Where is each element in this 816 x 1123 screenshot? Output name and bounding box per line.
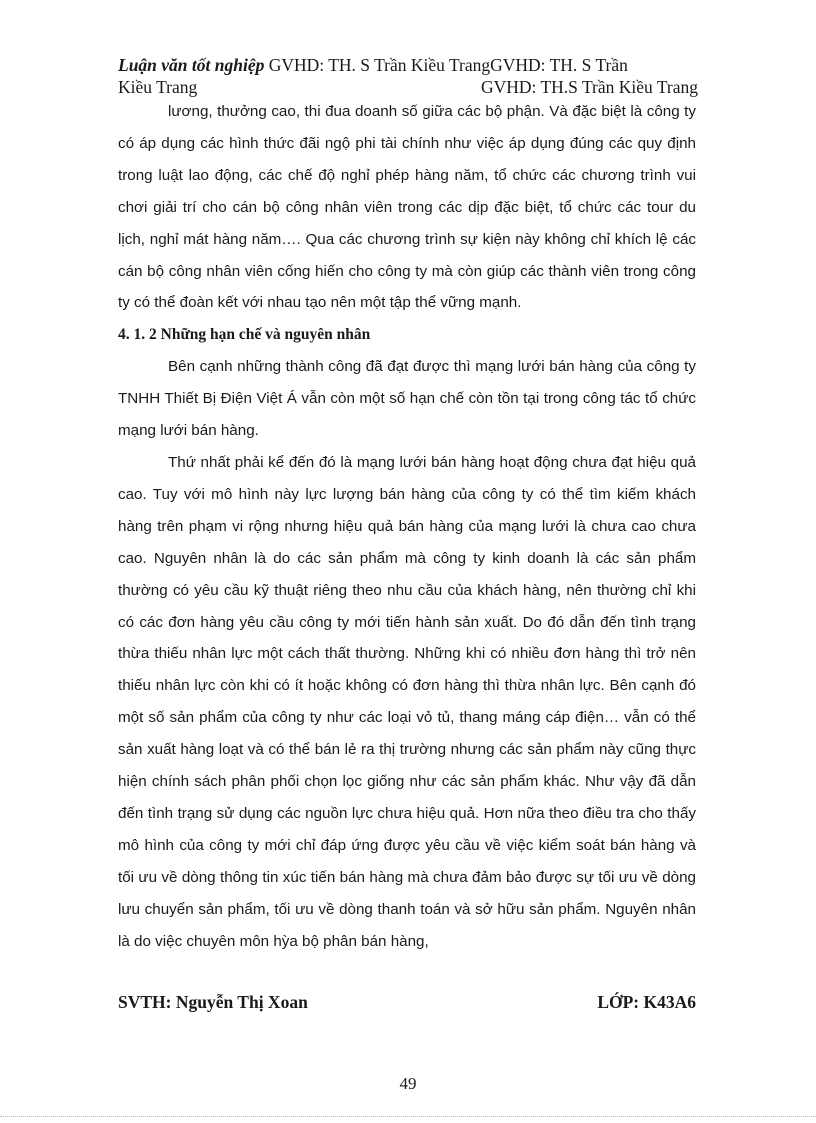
header-line-1 xyxy=(118,54,698,76)
header-line-2 xyxy=(118,76,698,98)
page-header xyxy=(118,54,698,98)
advisor-name-continued: Kiều Trang xyxy=(118,77,198,97)
paragraph: Bên cạnh những thành công đã đạt được thì mạng lưới bán hàng của công ty TNHH Thiết Bị Điện Việt Á vẫn còn một số hạn chế còn tồn tại trong công tác tổ chức mạng lưới bán hàng. xyxy=(118,358,696,440)
page-number: 49 xyxy=(399,1074,417,1093)
document-body xyxy=(118,96,696,957)
section-heading: 4. 1. 2 Những hạn chế và nguyên nhân xyxy=(118,326,371,344)
student-name: SVTH: Nguyễn Thị Xoan xyxy=(118,992,308,1012)
thesis-title: Luận văn tốt nghiệp xyxy=(118,55,265,75)
advisor-text: GVHD: TH. S Trần Kiều TrangGVHD: TH. S Trần xyxy=(264,55,628,75)
class-code: LỚP: K43A6 xyxy=(597,992,696,1012)
advisor-repeat: GVHD: TH.S Trần Kiều Trang xyxy=(480,77,698,97)
paragraph: Thứ nhất phải kể đến đó là mạng lưới bán hàng hoạt động chưa đạt hiệu quả cao. Tuy với mô hình này lực lượng bán hàng của công ty có thể tìm kiếm khách hàng trên phạm vi rộng nhưng hiệu quả bán hàng của mạng lưới là chưa cao chưa cao. Nguyên nhân là do các sản phẩm mà công ty kinh doanh là các sản phẩm thường có yêu cầu kỹ thuật riêng theo nhu cầu của khách hàng, nên thường chỉ khi có các đơn hàng yêu cầu công ty mới tiến hành sản xuất. Do đó dẫn đến tình trạng thừa thiếu nhân lực một cách thất thường. Những khi có nhiều đơn hàng thì trở nên thiếu nhân lực còn khi có ít hoặc không có đơn hàng thì thừa nhân lực. Bên cạnh đó một số sản phẩm của công ty như các loại vỏ tủ, thang máng cáp điện… vẫn có thể sản xuất hàng loạt và có thể bán lẻ ra thị trường nhưng các sản phẩm này cũng thực hiện chính sách phân phối chọn lọc giống như các sản phẩm khác. Như vậy đã dẫn đến tình trạng sử dụng các nguồn lực chưa hiệu quả. Hơn nữa theo điều tra cho thấy mô hình của công ty mới chỉ đáp ứng được yêu cầu về việc kiểm soát bán hàng và tối ưu về dòng thông tin xúc tiến bán hàng mà chưa đảm bảo được sự tối ưu về dòng lưu chuyển sản phẩm, tối ưu về dòng thanh toán và sở hữu sản phẩm. Nguyên nhân là do việc chuyên môn hỳa bộ phân bán hàng, xyxy=(118,453,696,950)
bottom-divider xyxy=(0,1116,816,1117)
paragraph: lương, thưởng cao, thi đua doanh số giữa các bộ phận. Và đặc biệt là công ty có áp dụng các hình thức đãi ngộ phi tài chính như việc áp dụng đúng các quy định trong luật lao động, các chế độ nghỉ phép hàng năm, tổ chức các chương trình vui chơi giải trí cho cán bộ công nhân viên trong các dịp đặc biệt, tổ chức các tour du lịch, nghỉ mát hàng năm…. Qua các chương trình sự kiện này không chỉ khích lệ các cán bộ công nhân viên cống hiến cho công ty mà còn giúp các thành viên trong công ty có thể đoàn kết với nhau tạo nên một tập thể vững mạnh. xyxy=(118,103,696,312)
page-footer xyxy=(118,992,696,1013)
